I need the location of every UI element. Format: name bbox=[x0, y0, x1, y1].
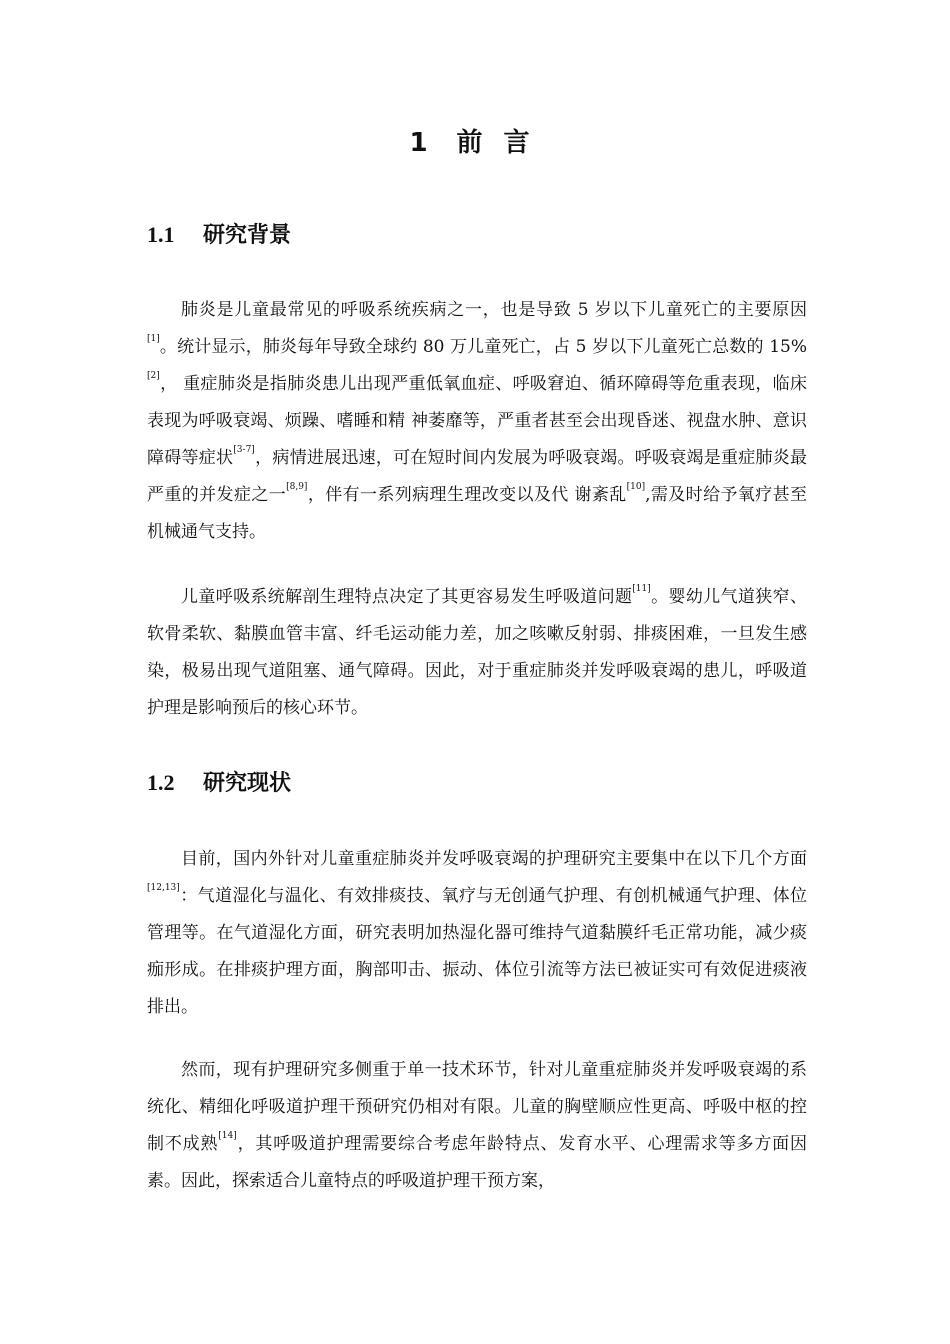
paragraph bbox=[147, 579, 807, 727]
section-title: 研究现状 bbox=[203, 771, 292, 796]
chapter-title bbox=[0, 122, 950, 159]
section-heading-1-1 bbox=[147, 218, 291, 249]
section-title: 研究背景 bbox=[203, 223, 292, 248]
citation-superscript: [8,9] bbox=[286, 482, 308, 492]
citation-superscript: [3-7] bbox=[233, 445, 255, 455]
citation-superscript: [11] bbox=[632, 584, 651, 594]
citation-superscript: [10] bbox=[626, 482, 646, 492]
paragraph-text: ：气道湿化与温化、有效排痰技、氧疗与无创通气护理、有创机械通气护理、体位管理等。在气道湿化方面，研究表明加热湿化器可维持气道黏膜纤毛正常功能，减少痰痂形成。在排痰护理方面，胸部叩击、振动、体位引流等方法已被证实可有效促进痰液排出。 bbox=[147, 886, 807, 1017]
citation-superscript: [14] bbox=[218, 1131, 237, 1141]
section-heading-1-2 bbox=[147, 766, 291, 797]
citation-superscript: [1] bbox=[147, 334, 160, 344]
paragraph-text: 肺炎是儿童最常见的呼吸系统疾病之一，也是导致 5 岁以下儿童死亡的主要原因 bbox=[181, 300, 807, 320]
paragraph-text: 。统计显示，肺炎每年导致全球约 80 万儿童死亡，占 5 岁以下儿童死亡总数的 15% bbox=[159, 337, 807, 357]
section-number: 1.1 bbox=[147, 222, 175, 247]
paragraph bbox=[147, 841, 807, 1026]
paragraph-text: ，其呼吸道护理需要综合考虑年龄特点、发育水平、心理需求等多方面因素。因此，探索适合儿童特点的呼吸道护理干预方案， bbox=[147, 1134, 808, 1191]
citation-superscript: [12,13] bbox=[147, 883, 180, 893]
chapter-title-char: 前 bbox=[456, 128, 484, 158]
citation-superscript: [2] bbox=[147, 371, 160, 381]
paragraph-text: 目前，国内外针对儿童重症肺炎并发呼吸衰竭的护理研究主要集中在以下几个方面 bbox=[181, 849, 807, 869]
paragraph-text: ，病情进展迅速，可在短时间内发展为呼吸衰竭。呼吸衰竭是重症肺炎最严重的并发症之一 bbox=[147, 448, 808, 505]
chapter-number: 1 bbox=[409, 128, 429, 158]
paragraph bbox=[147, 292, 807, 551]
paragraph-text: 儿童呼吸系统解剖生理特点决定了其更容易发生呼吸道问题 bbox=[181, 587, 633, 607]
section-number: 1.2 bbox=[147, 770, 175, 795]
paragraph-text: 。婴幼儿气道狭窄、软骨柔软、黏膜血管丰富、纤毛运动能力差，加之咳嗽反射弱、排痰困难，一旦发生感染，极易出现气道阻塞、通气障碍。因此，对于重症肺炎并发呼吸衰竭的患儿，呼吸道护理是影响预后的核心环节。 bbox=[147, 587, 807, 718]
paragraph bbox=[147, 1052, 807, 1200]
paragraph-text: ,需及时给予氧疗甚至机械通气支持。 bbox=[147, 485, 808, 542]
paragraph-text: 然而，现有护理研究多侧重于单一技术环节，针对儿童重症肺炎并发呼吸衰竭的系统化、精细化呼吸道护理干预研究仍相对有限。儿童的胸壁顺应性更高、呼吸中枢的控制不成熟 bbox=[147, 1060, 807, 1154]
paragraph-text: ，伴有一系列病理生理改变以及代 谢紊乱 bbox=[307, 485, 627, 505]
paragraph-text: ， 重症肺炎是指肺炎患儿出现严重低氧血症、呼吸窘迫、循环障碍等危重表现，临床表现为呼吸衰竭、烦躁、嗜睡和精 神萎靡等，严重者甚至会出现昏迷、视盘水肿、意识障碍等症状 bbox=[147, 374, 807, 468]
chapter-title-char: 言 bbox=[503, 128, 531, 158]
